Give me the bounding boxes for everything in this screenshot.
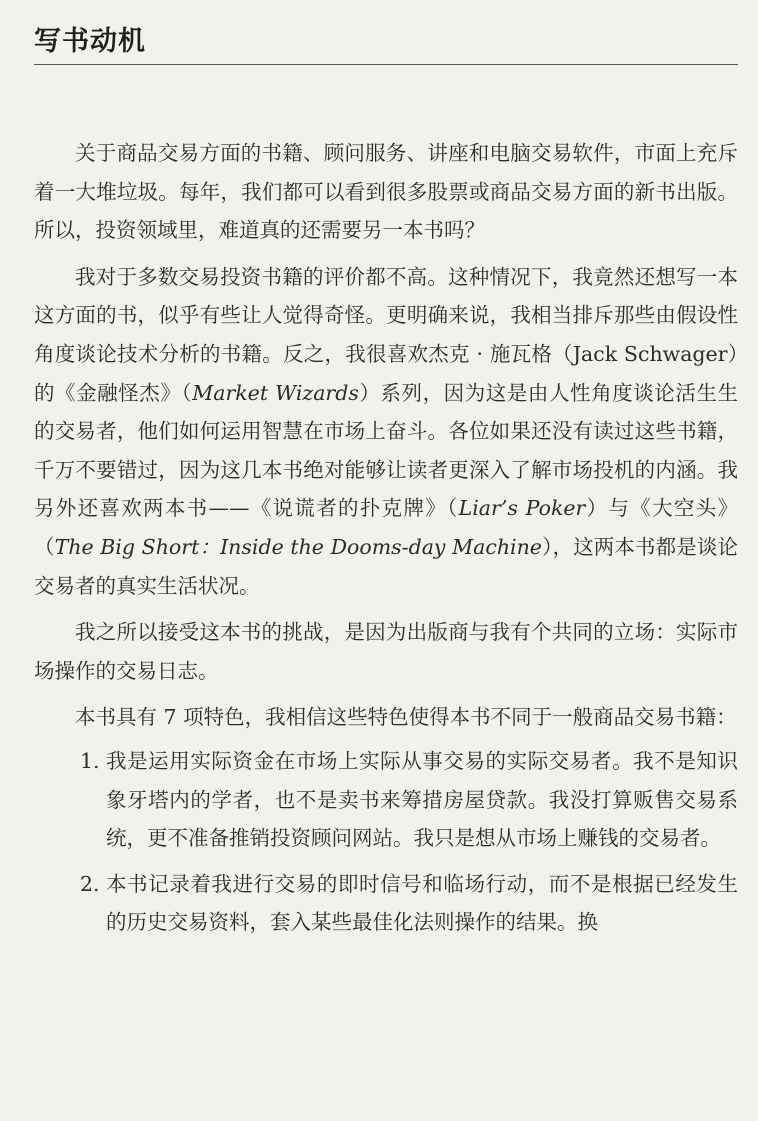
- paragraph-1: 关于商品交易方面的书籍、顾问服务、讲座和电脑交易软件，市面上充斥着一大堆垃圾。每年，我们都可以看到很多股票或商品交易方面的新书出版。所以，投资领域里，难道真的还需要另一本书吗？: [34, 141, 738, 243]
- feature-list: [34, 742, 738, 942]
- list-item-text: 我是运用实际资金在市场上实际从事交易的实际交易者。我不是知识象牙塔内的学者，也不是卖书来筹措房屋贷款。我没打算贩售交易系统，更不准备推销投资顾问网站。我只是想从市场上赚钱的交易者。: [106, 748, 738, 851]
- page-body: [34, 134, 738, 949]
- list-item-number: 2.: [80, 871, 100, 896]
- book-title-big-short: The Big Short：Inside the Dooms-day Machine: [54, 534, 542, 559]
- paragraph-2: [34, 258, 738, 605]
- list-item-number: 1.: [80, 748, 100, 773]
- paragraph-2-text-c: ）与《大空头》（: [34, 496, 739, 559]
- paragraph-2-text-d: ），这两本书都是谈论交易者的真实生活状况。: [34, 534, 739, 598]
- list-item-text: 本书记录着我进行交易的即时信号和临场行动，而不是根据已经发生的历史交易资料，套入某些最佳化法则操作的结果。换: [106, 871, 738, 935]
- page-header: [34, 18, 738, 65]
- list-item: [34, 865, 738, 942]
- page-title: 写书动机: [34, 26, 146, 57]
- paragraph-4: 本书具有 7 项特色，我相信这些特色使得本书不同于一般商品交易书籍：: [75, 705, 737, 730]
- list-item: [34, 742, 738, 858]
- book-title-liars-poker: Liar’s Poker: [458, 496, 586, 521]
- paragraph-3: 我之所以接受这本书的挑战，是因为出版商与我有个共同的立场：实际市场操作的交易日志。: [34, 620, 738, 683]
- paragraph-2-text-b: ）系列，因为这是由人性角度谈论活生生的交易者，他们如何运用智慧在市场上奋斗。各位如果还没有读过这些书籍，千万不要错过，因为这几本书绝对能够让读者更深入了解市场投机的内涵。我另外还喜欢两本书——《说谎者的扑克牌》（: [34, 380, 738, 521]
- paragraph-2-text-a: 我对于多数交易投资书籍的评价都不高。这种情况下，我竟然还想写一本这方面的书，似乎有些让人觉得奇怪。更明确来说，我相当排斥那些由假设性角度谈论技术分析的书籍。反之，我很喜欢杰克 · 施瓦格（Jack Schwager）的《金融怪杰》（: [34, 264, 738, 405]
- book-title-market-wizards: Market Wizards: [192, 380, 359, 405]
